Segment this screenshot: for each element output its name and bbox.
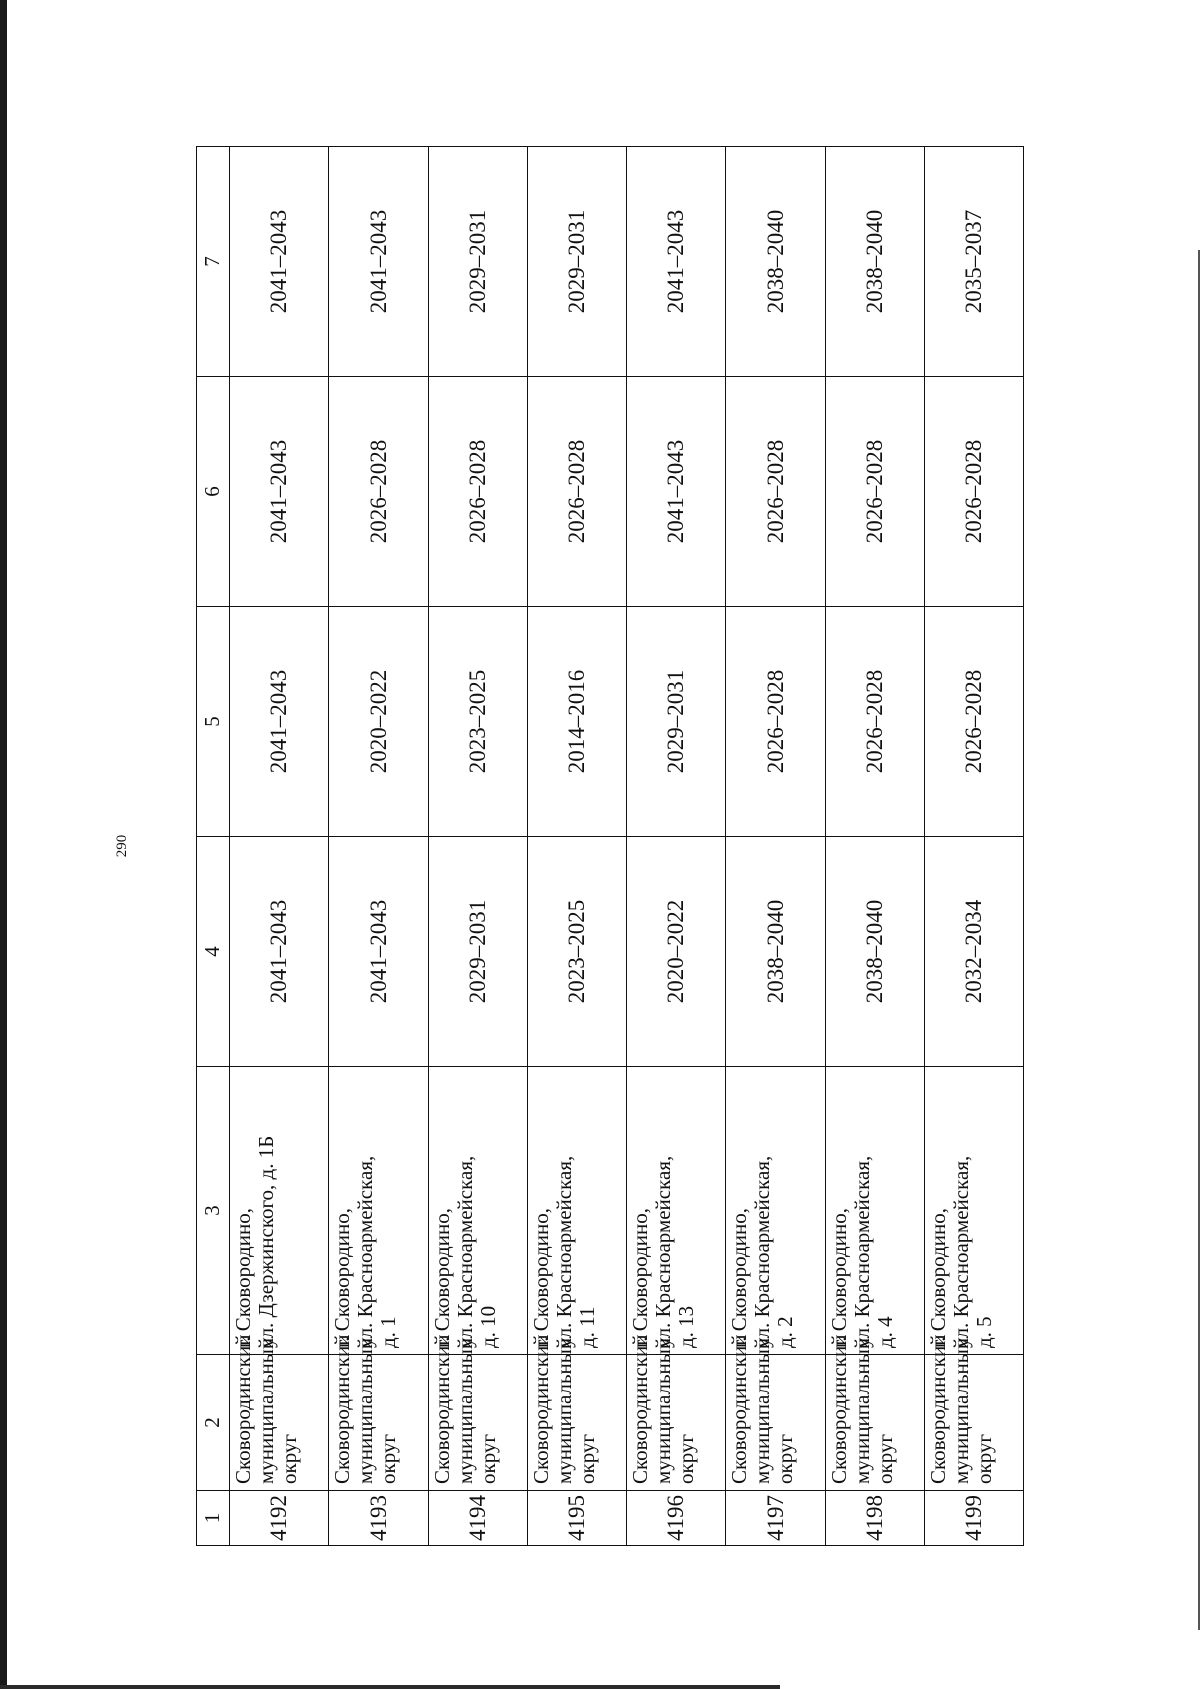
table-row	[230, 147, 329, 1546]
address-line: г. Сковородино,	[528, 1208, 553, 1348]
address-line: ул. Красноармейская,	[948, 1155, 973, 1348]
address-line: г. Сковородино,	[429, 1208, 454, 1348]
rotated-table-container	[196, 147, 1024, 1546]
address-cell	[726, 1067, 825, 1355]
address-line: г. Сковородино,	[231, 1208, 255, 1348]
district-line: муниципальный	[254, 1337, 279, 1484]
district-line: муниципальный	[452, 1337, 477, 1484]
row-number: 4196	[627, 1491, 726, 1546]
district-line: муниципальный	[948, 1337, 973, 1484]
period-cell: 2026–2028	[924, 377, 1023, 607]
period-cell: 2041–2043	[230, 607, 329, 837]
district-line: муниципальный	[849, 1337, 874, 1484]
district-line: округ	[574, 1433, 599, 1484]
address-line: ул. Красноармейская,	[551, 1155, 576, 1348]
district-line: Сковородинский	[727, 1334, 752, 1484]
address-line: г. Сковородино,	[330, 1208, 355, 1348]
column-header: 5	[197, 607, 230, 837]
address-line: г. Сковородино,	[826, 1208, 851, 1348]
column-header: 1	[197, 1491, 230, 1546]
column-header: 2	[197, 1355, 230, 1491]
period-cell: 2038–2040	[825, 837, 924, 1067]
address-cell	[825, 1067, 924, 1355]
address-line: д. 10	[475, 1305, 500, 1348]
address-line: д. 4	[872, 1316, 897, 1348]
district-line: округ	[475, 1433, 500, 1484]
period-cell: 2041–2043	[329, 837, 428, 1067]
district-line: округ	[971, 1433, 996, 1484]
address-cell	[428, 1067, 527, 1355]
address-line: д. 2	[773, 1316, 798, 1348]
address-line: ул. Красноармейская,	[353, 1155, 378, 1348]
row-number: 4197	[726, 1491, 825, 1546]
district-cell	[527, 1334, 626, 1491]
column-header: 4	[197, 837, 230, 1067]
table-row	[428, 147, 527, 1546]
period-cell: 2026–2028	[924, 607, 1023, 837]
district-line: Сковородинский	[429, 1334, 454, 1484]
period-cell: 2020–2022	[329, 607, 428, 837]
table-row	[627, 147, 726, 1546]
table-row	[527, 147, 626, 1546]
district-line: округ	[674, 1433, 699, 1484]
address-line: ул. Красноармейская,	[849, 1155, 874, 1348]
table-row	[726, 147, 825, 1546]
address-cell	[527, 1067, 626, 1355]
district-line: Сковородинский	[826, 1334, 851, 1484]
period-cell: 2029–2031	[527, 147, 626, 377]
district-cell	[627, 1334, 726, 1491]
table-row	[825, 147, 924, 1546]
period-cell: 2026–2028	[825, 607, 924, 837]
address-line: д. 1	[376, 1316, 401, 1348]
address-line: д. 11	[574, 1306, 599, 1348]
district-cell	[428, 1334, 527, 1491]
schedule-table	[196, 146, 1024, 1546]
period-cell: 2026–2028	[527, 377, 626, 607]
scan-edge-left	[0, 0, 7, 1689]
district-line: Сковородинский	[231, 1334, 255, 1484]
district-cell	[230, 1334, 329, 1491]
address-cell	[924, 1067, 1023, 1355]
period-cell: 2014–2016	[527, 607, 626, 837]
period-cell: 2032–2034	[924, 837, 1023, 1067]
period-cell: 2029–2031	[428, 837, 527, 1067]
district-cell	[726, 1334, 825, 1491]
district-line: округ	[277, 1433, 302, 1484]
address-line: ул. Красноармейская,	[452, 1155, 477, 1348]
period-cell: 2041–2043	[627, 377, 726, 607]
table-row	[329, 147, 428, 1546]
address-line: г. Сковородино,	[628, 1208, 652, 1348]
district-line: Сковородинский	[628, 1334, 652, 1484]
address-line: д. 5	[971, 1316, 996, 1348]
period-cell: 2029–2031	[627, 607, 726, 837]
period-cell: 2026–2028	[726, 377, 825, 607]
row-number: 4192	[230, 1491, 329, 1546]
period-cell: 2041–2043	[230, 147, 329, 377]
row-number: 4194	[428, 1491, 527, 1546]
period-cell: 2029–2031	[428, 147, 527, 377]
address-line: ул. Дзержинского, д. 1Б	[254, 1135, 279, 1348]
row-number: 4198	[825, 1491, 924, 1546]
table-row	[924, 147, 1023, 1546]
district-line: муниципальный	[651, 1337, 676, 1484]
row-number: 4195	[527, 1491, 626, 1546]
address-cell	[230, 1067, 329, 1355]
page-number: 290	[114, 834, 130, 858]
period-cell: 2041–2043	[230, 377, 329, 607]
scan-edge-bottom	[0, 1685, 780, 1689]
period-cell: 2020–2022	[627, 837, 726, 1067]
period-cell: 2035–2037	[924, 147, 1023, 377]
period-cell: 2026–2028	[329, 377, 428, 607]
period-cell: 2038–2040	[825, 147, 924, 377]
district-line: Сковородинский	[330, 1334, 355, 1484]
district-cell	[924, 1334, 1023, 1491]
district-cell	[329, 1334, 428, 1491]
row-number: 4199	[924, 1491, 1023, 1546]
district-cell	[825, 1334, 924, 1491]
column-header: 6	[197, 377, 230, 607]
column-header: 3	[197, 1067, 230, 1355]
district-line: муниципальный	[551, 1337, 576, 1484]
period-cell: 2041–2043	[230, 837, 329, 1067]
period-cell: 2026–2028	[825, 377, 924, 607]
period-cell: 2038–2040	[726, 837, 825, 1067]
period-cell: 2038–2040	[726, 147, 825, 377]
address-line: г. Сковородино,	[727, 1208, 752, 1348]
district-line: Сковородинский	[925, 1334, 950, 1484]
period-cell: 2026–2028	[726, 607, 825, 837]
address-line: ул. Красноармейская,	[750, 1155, 775, 1348]
district-line: муниципальный	[353, 1337, 378, 1484]
address-line: г. Сковородино,	[925, 1208, 950, 1348]
district-line: Сковородинский	[528, 1334, 553, 1484]
district-line: муниципальный	[750, 1337, 775, 1484]
row-number: 4193	[329, 1491, 428, 1546]
column-header: 7	[197, 147, 230, 377]
table-wrapper	[196, 147, 1024, 1546]
district-line: округ	[773, 1433, 798, 1484]
period-cell: 2026–2028	[428, 377, 527, 607]
address-line: д. 13	[674, 1305, 699, 1348]
header-row	[197, 147, 230, 1546]
period-cell: 2023–2025	[428, 607, 527, 837]
period-cell: 2023–2025	[527, 837, 626, 1067]
district-line: округ	[376, 1433, 401, 1484]
address-cell	[329, 1067, 428, 1355]
address-line: ул. Красноармейская,	[651, 1155, 676, 1348]
period-cell: 2041–2043	[329, 147, 428, 377]
address-cell	[627, 1067, 726, 1355]
period-cell: 2041–2043	[627, 147, 726, 377]
district-line: округ	[872, 1433, 897, 1484]
